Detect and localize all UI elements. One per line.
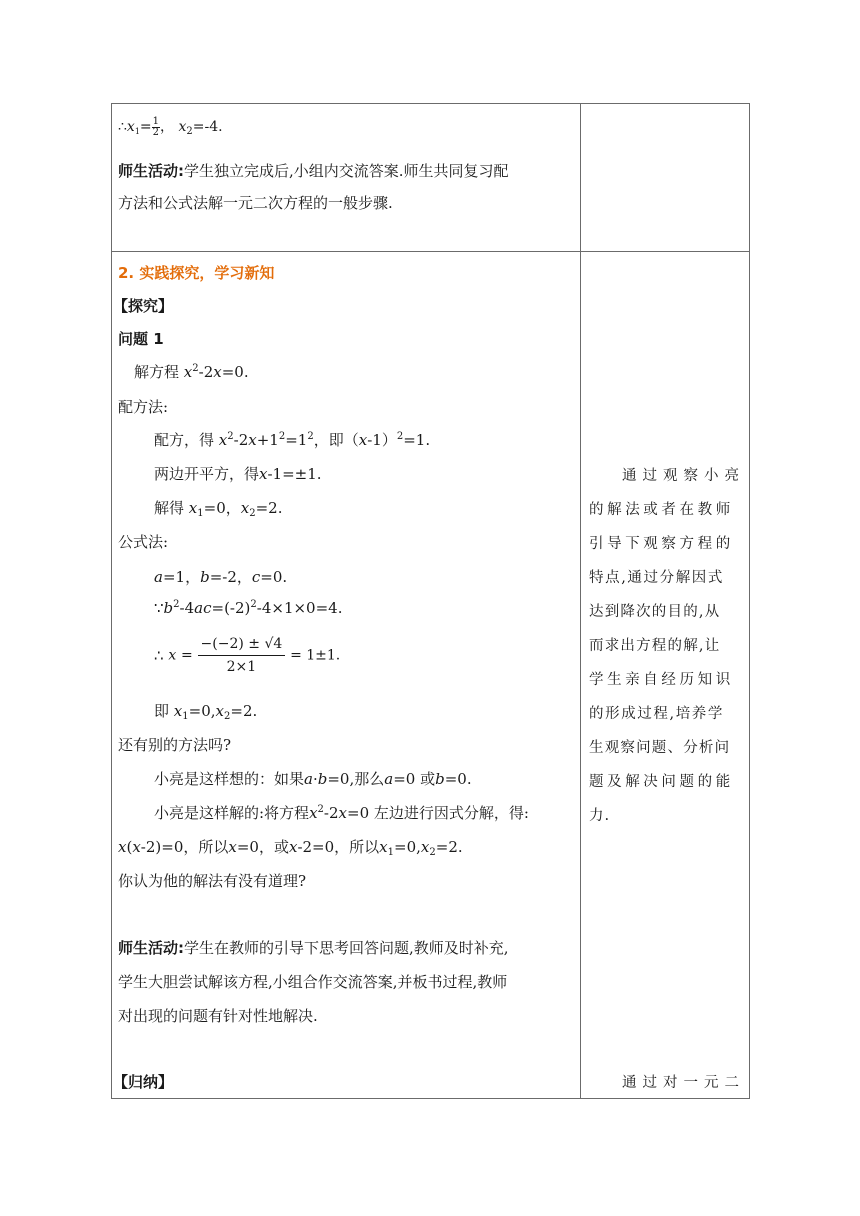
method1-line3 bbox=[154, 497, 283, 518]
text: =0， bbox=[203, 499, 241, 517]
xiaoliang-thought bbox=[154, 768, 472, 789]
method1-line1 bbox=[154, 429, 430, 450]
subscript: 1 bbox=[134, 127, 140, 136]
design-note-line: 引导下观察方程的 bbox=[589, 536, 734, 552]
text: =1， bbox=[162, 568, 201, 586]
text: -2=0，所以 bbox=[297, 838, 380, 856]
text: =0, bbox=[394, 838, 421, 856]
text: =1 bbox=[285, 431, 308, 449]
design-note-line: 通过对一元二 bbox=[622, 1075, 745, 1091]
activity-line-3: 对出现的问题有针对性地解决. bbox=[118, 1007, 318, 1025]
subscript: 1 bbox=[387, 847, 395, 858]
var-x: x bbox=[213, 363, 222, 381]
var-x: x bbox=[379, 838, 388, 856]
text: =0 或 bbox=[393, 770, 436, 788]
xiaoliang-solution-2 bbox=[118, 836, 463, 857]
problem-heading: 问题 1 bbox=[118, 330, 164, 348]
text: -2 bbox=[323, 804, 339, 822]
var-x: x bbox=[173, 702, 183, 720]
text: =2. bbox=[435, 838, 463, 856]
fraction-denominator: 2×1 bbox=[226, 659, 257, 675]
text: ( bbox=[126, 838, 133, 856]
var-x: x bbox=[240, 499, 250, 517]
var-x: x bbox=[168, 647, 177, 664]
value-text: =-4. bbox=[192, 119, 223, 135]
text: ，即（ bbox=[313, 431, 359, 449]
text: =(-2) bbox=[211, 599, 251, 617]
quadratic-formula-fraction bbox=[198, 636, 286, 675]
table-bottom-border bbox=[111, 1098, 750, 1099]
text: 两边开平方，得 bbox=[154, 465, 260, 483]
text: =0. bbox=[444, 770, 472, 788]
text: · bbox=[312, 770, 318, 788]
var-x: x bbox=[338, 804, 347, 822]
table-left-border bbox=[111, 103, 112, 1099]
text: =-2， bbox=[209, 568, 252, 586]
design-note-line: 特点,通过分解因式 bbox=[589, 570, 725, 586]
var-b: b bbox=[317, 770, 328, 788]
method1-label: 配方法: bbox=[118, 398, 169, 416]
text: =0，或 bbox=[236, 838, 289, 856]
because-symbol: ∵ bbox=[154, 599, 164, 617]
activity-text: 学生独立完成后,小组内交流答案.师生共同复习配 bbox=[184, 162, 509, 180]
text: 解方程 bbox=[134, 363, 180, 381]
superscript: 2 bbox=[192, 363, 199, 374]
design-note-line: 力. bbox=[589, 808, 611, 824]
var-a: a bbox=[154, 568, 163, 586]
table-top-border bbox=[111, 103, 750, 104]
var-x: x bbox=[288, 838, 298, 856]
text: -2)=0，所以 bbox=[140, 838, 229, 856]
solution-result-line bbox=[118, 116, 223, 138]
var-b: b bbox=[163, 599, 174, 617]
text: 小亮是这样想的：如果 bbox=[154, 770, 305, 788]
subscript: 1 bbox=[182, 711, 189, 722]
design-note-line: 通过观察小亮 bbox=[622, 468, 745, 484]
var-x: x bbox=[259, 465, 268, 483]
subscript: 2 bbox=[224, 711, 231, 722]
var-x: x bbox=[228, 838, 237, 856]
text: 小亮是这样解的:将方程 bbox=[154, 804, 310, 822]
fraction-one-half bbox=[152, 117, 160, 138]
var-x: x bbox=[178, 119, 187, 135]
text: 解得 bbox=[154, 499, 185, 517]
var-x: x bbox=[215, 702, 224, 720]
design-note-line: 的形成过程,培养学 bbox=[589, 706, 725, 722]
summary-heading: 【归纳】 bbox=[113, 1073, 174, 1091]
superscript: 2 bbox=[307, 431, 314, 442]
separator: ， bbox=[160, 119, 175, 135]
therefore-symbol: ∴ bbox=[154, 646, 164, 665]
text: =1. bbox=[403, 431, 431, 449]
text: +1 bbox=[256, 431, 279, 449]
var-x: x bbox=[126, 119, 135, 135]
text: 配方，得 bbox=[154, 431, 215, 449]
var-x: x bbox=[183, 363, 193, 381]
activity-line-2: 学生大胆尝试解该方程,小组合作交流答案,并板书过程,教师 bbox=[118, 973, 508, 991]
superscript: 2 bbox=[278, 431, 286, 442]
var-a: a bbox=[384, 770, 394, 788]
table-right-border bbox=[749, 103, 750, 1099]
text: =2. bbox=[230, 702, 258, 720]
var-c: c bbox=[251, 568, 261, 586]
superscript: 2 bbox=[250, 599, 257, 610]
activity-line-1 bbox=[118, 937, 509, 958]
equals: = bbox=[139, 119, 152, 135]
text: = 1±1. bbox=[290, 647, 341, 664]
var-a: a bbox=[304, 770, 313, 788]
section-title: 2. 实践探究，学习新知 bbox=[118, 264, 275, 282]
text: =0 左边进行因式分解，得: bbox=[347, 804, 529, 822]
design-note-line: 而求出方程的解,让 bbox=[589, 638, 721, 654]
activity-text: 学生在教师的引导下思考回答问题,教师及时补充, bbox=[184, 939, 509, 957]
reasoning-question: 你认为他的解法有没有道理? bbox=[118, 872, 307, 890]
text: = bbox=[181, 647, 193, 664]
table-mid-divider bbox=[580, 103, 581, 1099]
var-x: x bbox=[218, 431, 228, 449]
var-x: x bbox=[188, 499, 198, 517]
activity-text: 方法和公式法解一元二次方程的一般步骤. bbox=[118, 194, 393, 212]
var-x: x bbox=[358, 431, 368, 449]
var-x: x bbox=[309, 804, 318, 822]
method2-line2 bbox=[154, 599, 342, 617]
method2-line4 bbox=[154, 700, 257, 721]
var-ac: ac bbox=[194, 599, 212, 617]
activity-line-1 bbox=[118, 160, 509, 181]
text: -4×1×0=4. bbox=[256, 599, 343, 617]
design-note-line: 的解法或者在教师 bbox=[589, 502, 734, 518]
text: =0. bbox=[260, 568, 288, 586]
fraction-denominator: 2 bbox=[152, 126, 160, 138]
text: =0, bbox=[188, 702, 216, 720]
text: -2 bbox=[233, 431, 249, 449]
var-x: x bbox=[248, 431, 257, 449]
design-note-line: 学生亲自经历知识 bbox=[589, 672, 734, 688]
design-note-line: 达到降次的目的,从 bbox=[589, 604, 721, 620]
fraction-numerator: 1 bbox=[152, 115, 160, 127]
text: =0,那么 bbox=[327, 770, 385, 788]
therefore-symbol: ∴ bbox=[118, 119, 127, 135]
activity-label: 师生活动: bbox=[118, 939, 184, 957]
activity-label: 师生活动: bbox=[118, 162, 184, 180]
text: -4 bbox=[179, 599, 195, 617]
superscript: 2 bbox=[396, 431, 404, 442]
var-x: x bbox=[420, 838, 430, 856]
text: =2. bbox=[255, 499, 283, 517]
method2-line1 bbox=[154, 566, 287, 587]
design-note-line: 题及解决问题的能 bbox=[589, 774, 734, 790]
method1-line2 bbox=[154, 463, 322, 484]
explore-heading: 【探究】 bbox=[113, 297, 174, 315]
xiaoliang-solution-1 bbox=[154, 802, 529, 823]
subscript: 2 bbox=[249, 508, 256, 519]
fraction-numerator: −(−2) ± √4 bbox=[198, 636, 286, 656]
text: =0. bbox=[221, 363, 249, 381]
superscript: 2 bbox=[173, 599, 180, 610]
equation-statement bbox=[134, 361, 249, 382]
text: -2 bbox=[198, 363, 214, 381]
method2-formula bbox=[154, 636, 340, 675]
design-note-line: 生观察问题、分析问 bbox=[589, 740, 731, 756]
text: -1） bbox=[367, 431, 397, 449]
var-b: b bbox=[200, 568, 210, 586]
superscript: 2 bbox=[317, 804, 324, 815]
text: 即 bbox=[154, 702, 170, 720]
var-x: x bbox=[118, 838, 127, 856]
var-b: b bbox=[435, 770, 445, 788]
var-x: x bbox=[132, 838, 141, 856]
subscript: 2 bbox=[186, 126, 193, 137]
activity-line-2 bbox=[118, 192, 393, 213]
other-method-question: 还有别的方法吗? bbox=[118, 736, 232, 754]
text: -1=±1. bbox=[267, 465, 322, 483]
subscript: 2 bbox=[429, 847, 436, 858]
method2-label: 公式法: bbox=[118, 533, 169, 551]
superscript: 2 bbox=[227, 431, 234, 442]
subscript: 1 bbox=[197, 508, 204, 519]
table-row-divider bbox=[111, 251, 750, 252]
